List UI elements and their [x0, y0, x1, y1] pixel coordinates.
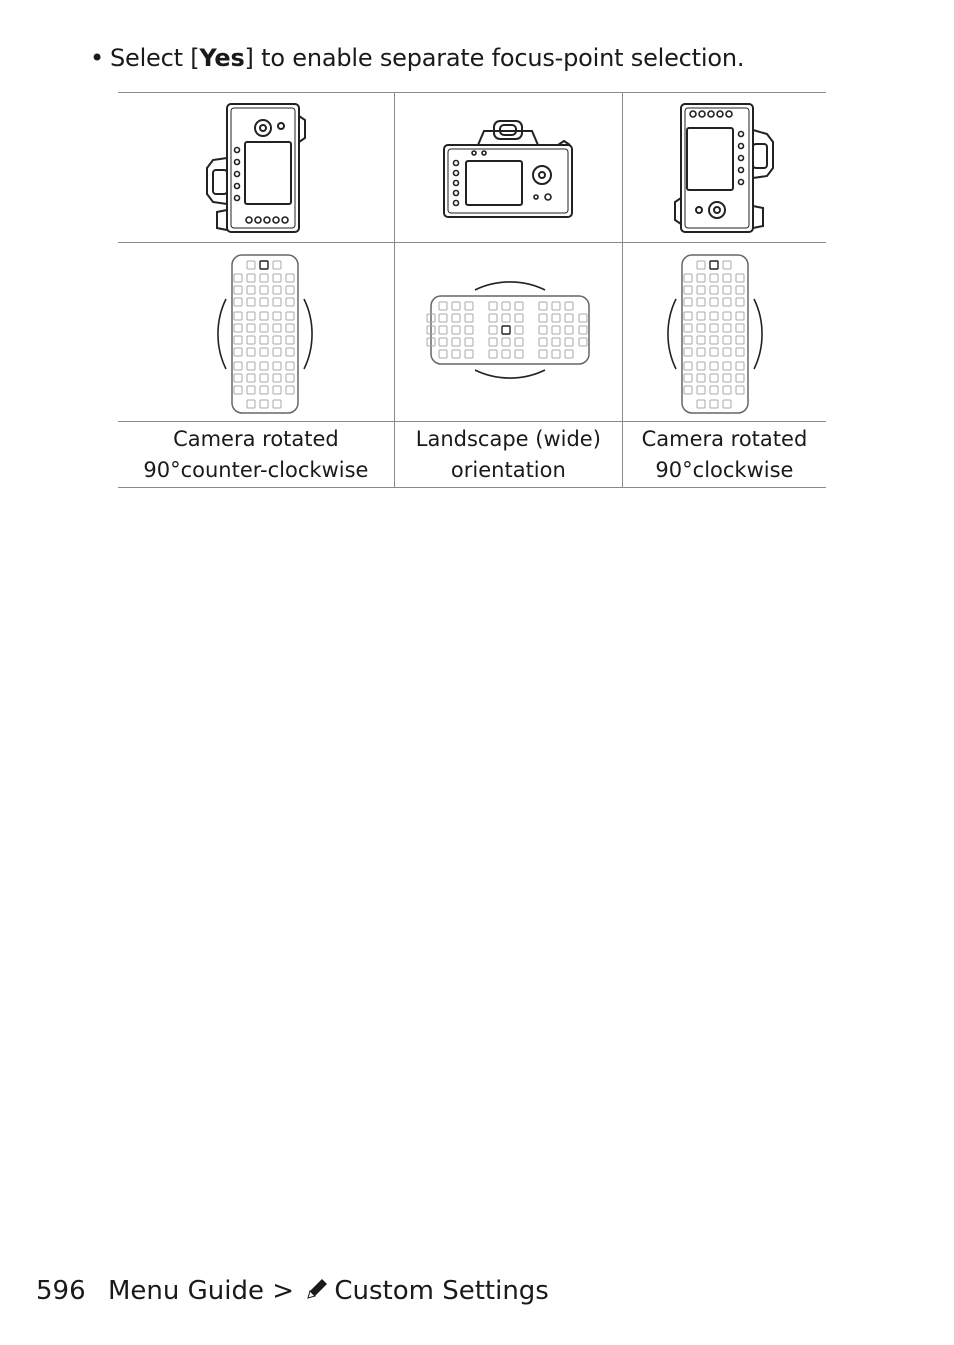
focus-point: [552, 314, 560, 322]
focus-point: [273, 274, 281, 282]
af-cw-cell: [622, 243, 826, 422]
focus-point: [565, 302, 573, 310]
focus-point: [234, 298, 242, 306]
focus-point: [736, 286, 744, 294]
focus-point: [273, 298, 281, 306]
focus-point: [439, 302, 447, 310]
focus-point: [710, 274, 718, 282]
focus-point: [260, 274, 268, 282]
focus-point: [710, 400, 718, 408]
focus-point: [515, 302, 523, 310]
focus-point: [552, 338, 560, 346]
camera-ccw-cell: [118, 93, 394, 243]
focus-point: [273, 374, 281, 382]
focus-point: [465, 350, 473, 358]
focus-point: [247, 400, 255, 408]
focus-point: [736, 336, 744, 344]
focus-point: [710, 348, 718, 356]
camera-landscape-illustration: [438, 113, 578, 223]
focus-point: [234, 374, 242, 382]
focus-point: [697, 261, 705, 269]
pencil-icon: [304, 1276, 330, 1302]
focus-point: [489, 338, 497, 346]
orientation-table: [118, 92, 826, 488]
focus-point: [723, 336, 731, 344]
focus-point: [439, 338, 447, 346]
focus-point: [234, 386, 242, 394]
focus-point: [684, 324, 692, 332]
focus-point: [260, 324, 268, 332]
focus-point: [286, 286, 294, 294]
focus-point: [710, 386, 718, 394]
focus-point: [565, 350, 573, 358]
focus-point: [286, 348, 294, 356]
focus-point: [723, 386, 731, 394]
focus-point: [710, 312, 718, 320]
focus-point: [286, 374, 294, 382]
instruction-keyword: Yes: [199, 44, 245, 72]
focus-point: [247, 386, 255, 394]
focus-point: [247, 324, 255, 332]
focus-point: [710, 336, 718, 344]
focus-point: [273, 286, 281, 294]
focus-point: [710, 374, 718, 382]
focus-point: [736, 374, 744, 382]
caption-row: [118, 422, 826, 488]
focus-point: [579, 338, 587, 346]
focus-point: [452, 338, 460, 346]
focus-point: [736, 386, 744, 394]
focus-point: [502, 350, 510, 358]
focus-point: [273, 400, 281, 408]
focus-point: [273, 324, 281, 332]
focus-point: [247, 336, 255, 344]
focus-point: [684, 336, 692, 344]
focus-point: [565, 314, 573, 322]
focus-point: [273, 386, 281, 394]
focus-point: [736, 362, 744, 370]
focus-point: [286, 362, 294, 370]
focus-point: [697, 374, 705, 382]
focus-point: [736, 274, 744, 282]
focus-point: [515, 326, 523, 334]
bullet-point: •: [90, 44, 104, 72]
focus-point: [697, 274, 705, 282]
focus-point: [697, 348, 705, 356]
focus-point: [286, 386, 294, 394]
focus-point: [247, 261, 255, 269]
focus-point: [697, 286, 705, 294]
focus-point: [286, 336, 294, 344]
focus-point: [234, 362, 242, 370]
af-landscape-cell: [394, 243, 622, 422]
focus-point: [489, 326, 497, 334]
focus-point: [684, 312, 692, 320]
af-ccw-cell: [118, 243, 394, 422]
focus-point: [684, 286, 692, 294]
focus-point: [723, 261, 731, 269]
focus-point: [465, 338, 473, 346]
focus-point: [273, 312, 281, 320]
focus-point: [260, 348, 268, 356]
focus-point: [736, 324, 744, 332]
focus-point: [260, 362, 268, 370]
focus-point: [736, 298, 744, 306]
camera-landscape-cell: [394, 93, 622, 243]
focus-point: [684, 386, 692, 394]
focus-point: [247, 298, 255, 306]
focus-point: [723, 362, 731, 370]
focus-point-row: [118, 243, 826, 422]
focus-point: [260, 374, 268, 382]
focus-point: [260, 286, 268, 294]
active-focus-point: [710, 261, 718, 269]
focus-point: [502, 302, 510, 310]
focus-point: [697, 362, 705, 370]
focus-point: [539, 350, 547, 358]
focus-point: [539, 338, 547, 346]
focus-point: [710, 324, 718, 332]
caption-cw-line2: 90°clockwise: [655, 457, 794, 482]
focus-point: [552, 350, 560, 358]
caption-ccw-line1: Camera rotated: [173, 426, 339, 451]
camera-rotated-cw-illustration: [669, 98, 779, 238]
focus-point: [286, 312, 294, 320]
af-points-portrait-ccw: [196, 247, 316, 417]
active-focus-point: [502, 326, 510, 334]
focus-point: [697, 400, 705, 408]
focus-point: [273, 348, 281, 356]
caption-cw: [622, 422, 826, 488]
focus-point: [552, 302, 560, 310]
focus-point: [273, 261, 281, 269]
focus-point: [439, 326, 447, 334]
focus-point: [684, 298, 692, 306]
focus-point: [247, 312, 255, 320]
caption-landscape: [394, 422, 622, 488]
focus-point: [489, 302, 497, 310]
focus-point: [552, 326, 560, 334]
focus-point: [439, 350, 447, 358]
focus-point: [539, 302, 547, 310]
caption-landscape-line2: orientation: [450, 457, 566, 482]
focus-point: [684, 362, 692, 370]
focus-point: [452, 302, 460, 310]
focus-point: [502, 338, 510, 346]
focus-point: [697, 312, 705, 320]
camera-illustration-row: [118, 93, 826, 243]
focus-point: [247, 374, 255, 382]
page-number: 596: [36, 1276, 86, 1306]
focus-point: [286, 324, 294, 332]
focus-point: [247, 286, 255, 294]
camera-cw-cell: [622, 93, 826, 243]
focus-point: [489, 314, 497, 322]
focus-point: [579, 314, 587, 322]
focus-point: [723, 348, 731, 356]
focus-point: [273, 336, 281, 344]
focus-point: [579, 326, 587, 334]
af-points-landscape: [423, 272, 593, 392]
focus-point: [736, 348, 744, 356]
focus-point: [234, 274, 242, 282]
focus-point: [723, 298, 731, 306]
focus-point: [710, 286, 718, 294]
focus-point: [260, 336, 268, 344]
focus-point: [684, 274, 692, 282]
focus-point: [565, 338, 573, 346]
focus-point: [260, 400, 268, 408]
active-focus-point: [260, 261, 268, 269]
focus-point: [234, 286, 242, 294]
focus-point: [247, 274, 255, 282]
instruction-after: ] to enable separate focus-point selection.: [244, 44, 745, 72]
caption-ccw: [118, 422, 394, 488]
focus-point: [234, 348, 242, 356]
focus-point: [439, 314, 447, 322]
footer-subsection: Custom Settings: [334, 1276, 549, 1306]
focus-point: [234, 324, 242, 332]
focus-point: [273, 362, 281, 370]
focus-point: [697, 298, 705, 306]
page-footer: [36, 1276, 549, 1306]
focus-point: [260, 298, 268, 306]
focus-point: [465, 302, 473, 310]
focus-point: [465, 314, 473, 322]
focus-point: [452, 350, 460, 358]
focus-point: [723, 400, 731, 408]
footer-section: Menu Guide >: [108, 1276, 295, 1306]
caption-ccw-line2: 90°counter-clockwise: [143, 457, 369, 482]
caption-cw-line1: Camera rotated: [641, 426, 808, 451]
focus-point: [260, 386, 268, 394]
focus-point: [247, 348, 255, 356]
focus-point: [502, 314, 510, 322]
focus-point: [723, 324, 731, 332]
focus-point: [697, 324, 705, 332]
focus-point: [684, 374, 692, 382]
instruction-before: Select [: [109, 44, 200, 72]
focus-point: [723, 274, 731, 282]
focus-point: [286, 298, 294, 306]
focus-point: [465, 326, 473, 334]
focus-point: [515, 314, 523, 322]
camera-rotated-ccw-illustration: [201, 98, 311, 238]
focus-point: [515, 350, 523, 358]
focus-point: [234, 312, 242, 320]
focus-point: [710, 362, 718, 370]
focus-point: [710, 298, 718, 306]
focus-point: [260, 312, 268, 320]
focus-point: [489, 350, 497, 358]
focus-point: [452, 326, 460, 334]
focus-point: [539, 314, 547, 322]
focus-point: [723, 286, 731, 294]
focus-point: [697, 336, 705, 344]
focus-point: [723, 374, 731, 382]
focus-point: [247, 362, 255, 370]
focus-point: [539, 326, 547, 334]
af-points-portrait-cw: [664, 247, 784, 417]
focus-point: [234, 336, 242, 344]
focus-point: [723, 312, 731, 320]
focus-point: [684, 348, 692, 356]
instruction-text: [90, 44, 744, 72]
focus-point: [515, 338, 523, 346]
focus-point: [452, 314, 460, 322]
focus-point: [286, 274, 294, 282]
caption-landscape-line1: Landscape (wide): [415, 426, 601, 451]
focus-point: [736, 312, 744, 320]
focus-point: [697, 386, 705, 394]
focus-point: [565, 326, 573, 334]
